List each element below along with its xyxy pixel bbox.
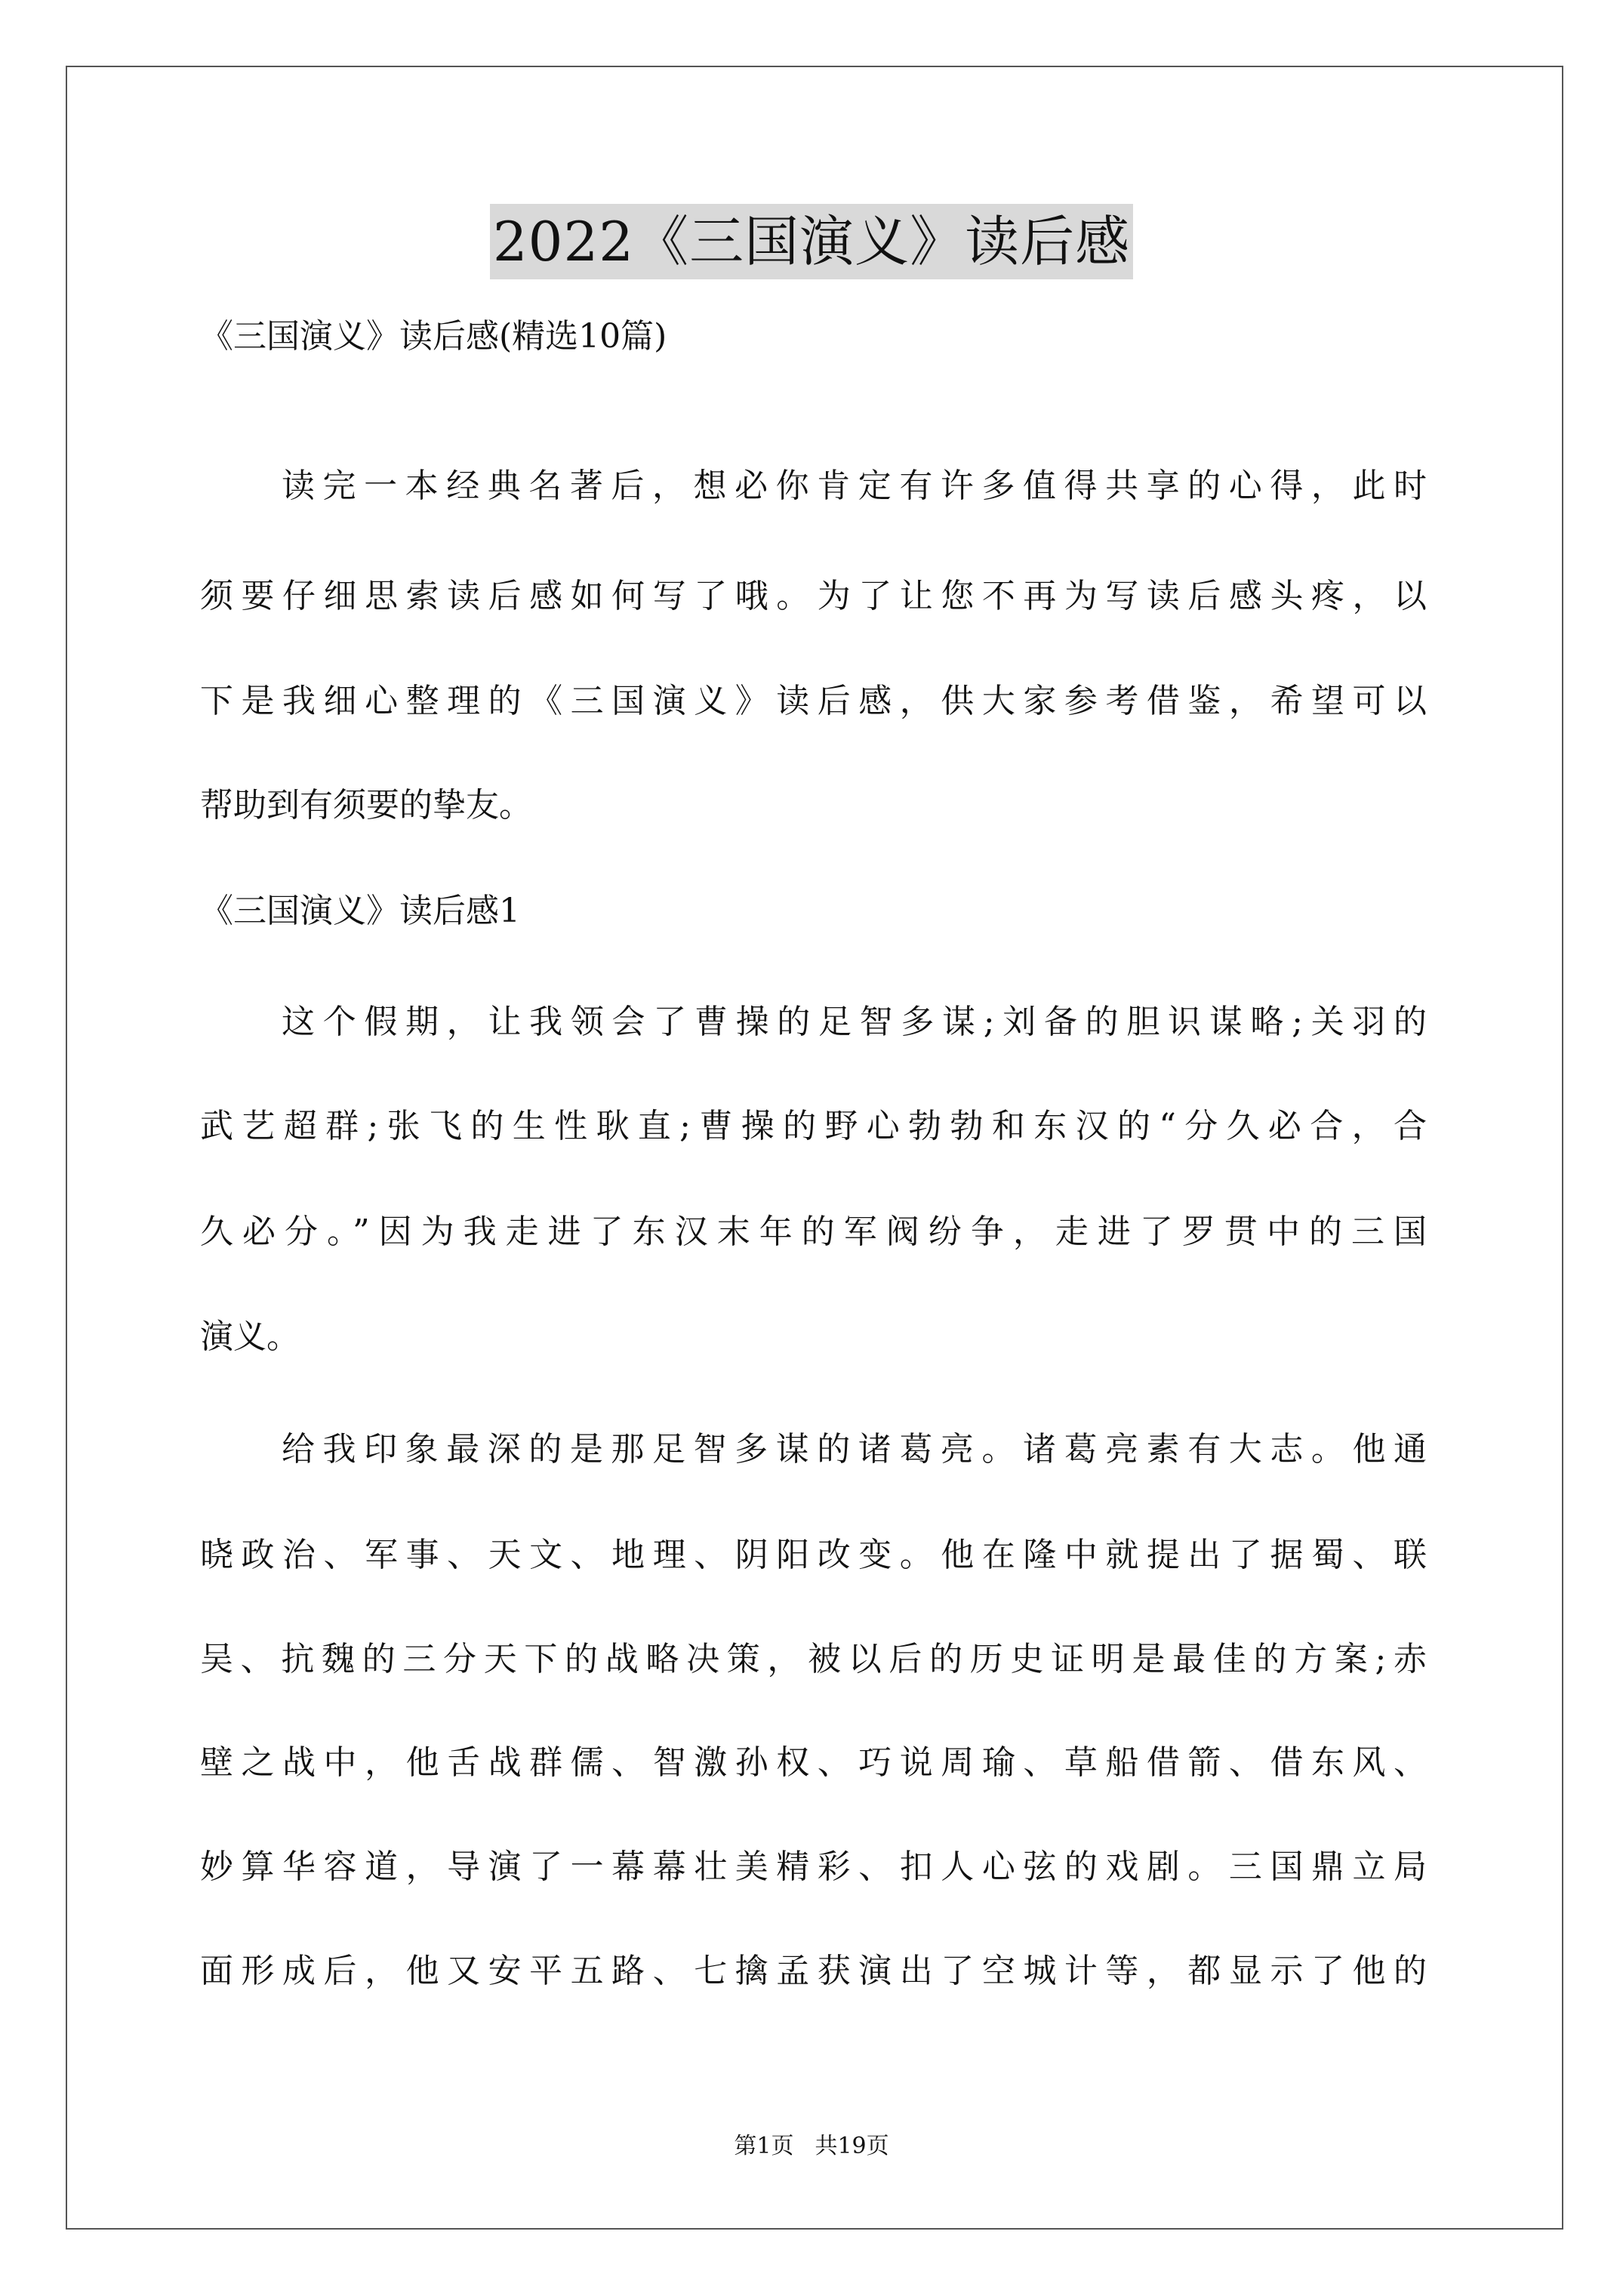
title-container	[0, 204, 1623, 279]
page-number: 第1页	[734, 2133, 794, 2159]
paragraph-line: 吴、抗魏的三分天下的战略决策，被以后的历史证明是最佳的方案;赤	[200, 1640, 1427, 1678]
paragraph-line: 久必分。”因为我走进了东汉末年的军阀纷争，走进了罗贯中的三国	[200, 1213, 1427, 1251]
paragraph-line: 武艺超群;张飞的生性耿直;曹操的野心勃勃和东汉的“分久必合，合	[200, 1107, 1427, 1145]
intro-line: 帮助到有须要的挚友。	[200, 786, 532, 824]
paragraph-line: 给我印象最深的是那足智多谋的诸葛亮。诸葛亮素有大志。他通	[282, 1430, 1427, 1469]
paragraph-line: 这个假期，让我领会了曹操的足智多谋;刘备的胆识谋略;关羽的	[282, 1003, 1427, 1041]
page-total: 共19页	[815, 2133, 889, 2159]
document-title: 2022《三国演义》读后感	[490, 204, 1133, 279]
subtitle: 《三国演义》读后感(精选10篇)	[200, 317, 667, 356]
paragraph-line: 晓政治、军事、天文、地理、阴阳改变。他在隆中就提出了据蜀、联	[200, 1536, 1427, 1574]
page-footer	[0, 2131, 1623, 2162]
paragraph-line: 演义。	[200, 1318, 300, 1356]
intro-line: 须要仔细思索读后感如何写了哦。为了让您不再为写读后感头疼，以	[200, 577, 1427, 615]
intro-line: 读完一本经典名著后，想必你肯定有许多值得共享的心得，此时	[282, 467, 1427, 505]
intro-line: 下是我细心整理的《三国演义》读后感，供大家参考借鉴，希望可以	[200, 682, 1427, 720]
paragraph-line: 壁之战中，他舌战群儒、智激孙权、巧说周瑜、草船借箭、借东风、	[200, 1743, 1427, 1782]
paragraph-line: 面形成后，他又安平五路、七擒孟获演出了空城计等，都显示了他的	[200, 1952, 1427, 1990]
section-heading: 《三国演义》读后感1	[200, 892, 520, 930]
paragraph-line: 妙算华容道，导演了一幕幕壮美精彩、扣人心弦的戏剧。三国鼎立局	[200, 1848, 1427, 1886]
